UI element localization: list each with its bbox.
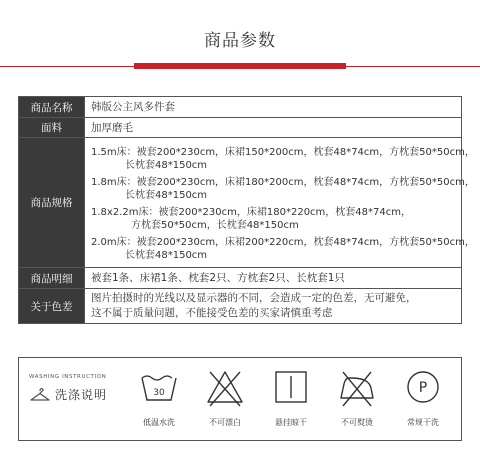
spec-row-color [19,289,462,324]
page-title: 商品参数 [204,31,276,51]
care-label: 悬挂晾干 [275,418,307,427]
spec-key-list: 商品明细 [19,268,85,289]
spec-row-sizes [19,138,462,268]
size-line: 长枕套48*150cm [125,250,208,261]
size-item [91,236,475,262]
size-line: 长枕套48*150cm [125,190,208,201]
size-item [91,146,475,172]
spec-key-color: 关于色差 [19,289,85,324]
size-line: 1.8x2.2m床：被套200*230cm，床裙180*220cm，枕套48*74cm， [91,207,411,218]
hanger-icon [29,385,51,403]
care-label: 低温水洗 [143,418,175,427]
size-line: 1.5m床：被套200*230cm，床裙150*200cm，枕套48*74cm，方枕套50*50cm， [91,147,475,158]
care-label: 不可熨烫 [341,418,373,427]
washing-title-cn: 洗涤说明 [55,388,108,402]
care-item-low-temp-wash [129,366,189,438]
spec-value-fabric: 加厚磨毛 [85,118,462,138]
spec-value-list: 被套1条、床裙1条、枕套2只、方枕套2只、长枕套1只 [85,268,462,289]
spec-key-name: 商品名称 [19,97,85,118]
washing-panel [18,357,462,441]
spec-row-fabric [19,118,462,138]
no-iron-icon [337,366,377,410]
care-label: 不可漂白 [209,418,241,427]
size-line: 2.0m床：被套200*230cm，床裙200*220cm，枕套48*74cm，方枕套50*50cm， [91,237,475,248]
washing-header [29,374,108,402]
dry-clean-icon [403,366,443,410]
size-line: 长枕套48*150cm [125,160,208,171]
spec-value-color [85,289,462,324]
spec-value-sizes [85,138,475,268]
washing-title-en: WASHING INSTRUCTION [29,374,107,380]
size-item [91,176,475,202]
spec-row-list [19,268,462,289]
spec-row-name [19,97,462,118]
care-item-no-iron [327,366,387,438]
care-item-no-bleach [195,366,255,438]
title-accent-bar [134,63,346,69]
care-item-dry-clean [393,366,453,438]
washing-title-row [29,383,139,403]
size-item [91,206,455,232]
hang-dry-icon [271,366,311,410]
color-note-line: 这不属于质量问题，不能接受色差的买家请慎重考虑 [91,307,333,319]
svg-text:P: P [418,380,428,396]
size-line: 1.8m床：被套200*230cm，床裙180*200cm，枕套48*74cm，方枕套50*50cm， [91,177,475,188]
care-item-hang-dry [261,366,321,438]
wash-30-icon [139,366,179,410]
no-bleach-icon [205,366,245,410]
color-note-line: 图片拍摄时的光线以及显示器的不同，会造成一定的色差，无可避免， [91,292,417,304]
spec-table [18,96,475,324]
spec-key-fabric: 面料 [19,118,85,138]
spec-value-name: 韩版公主风多件套 [85,97,462,118]
svg-text:30: 30 [153,388,165,398]
care-label: 常规干洗 [407,418,439,427]
spec-key-sizes: 商品规格 [19,138,85,268]
size-line: 方枕套50*50cm，长枕套48*150cm [131,220,299,231]
